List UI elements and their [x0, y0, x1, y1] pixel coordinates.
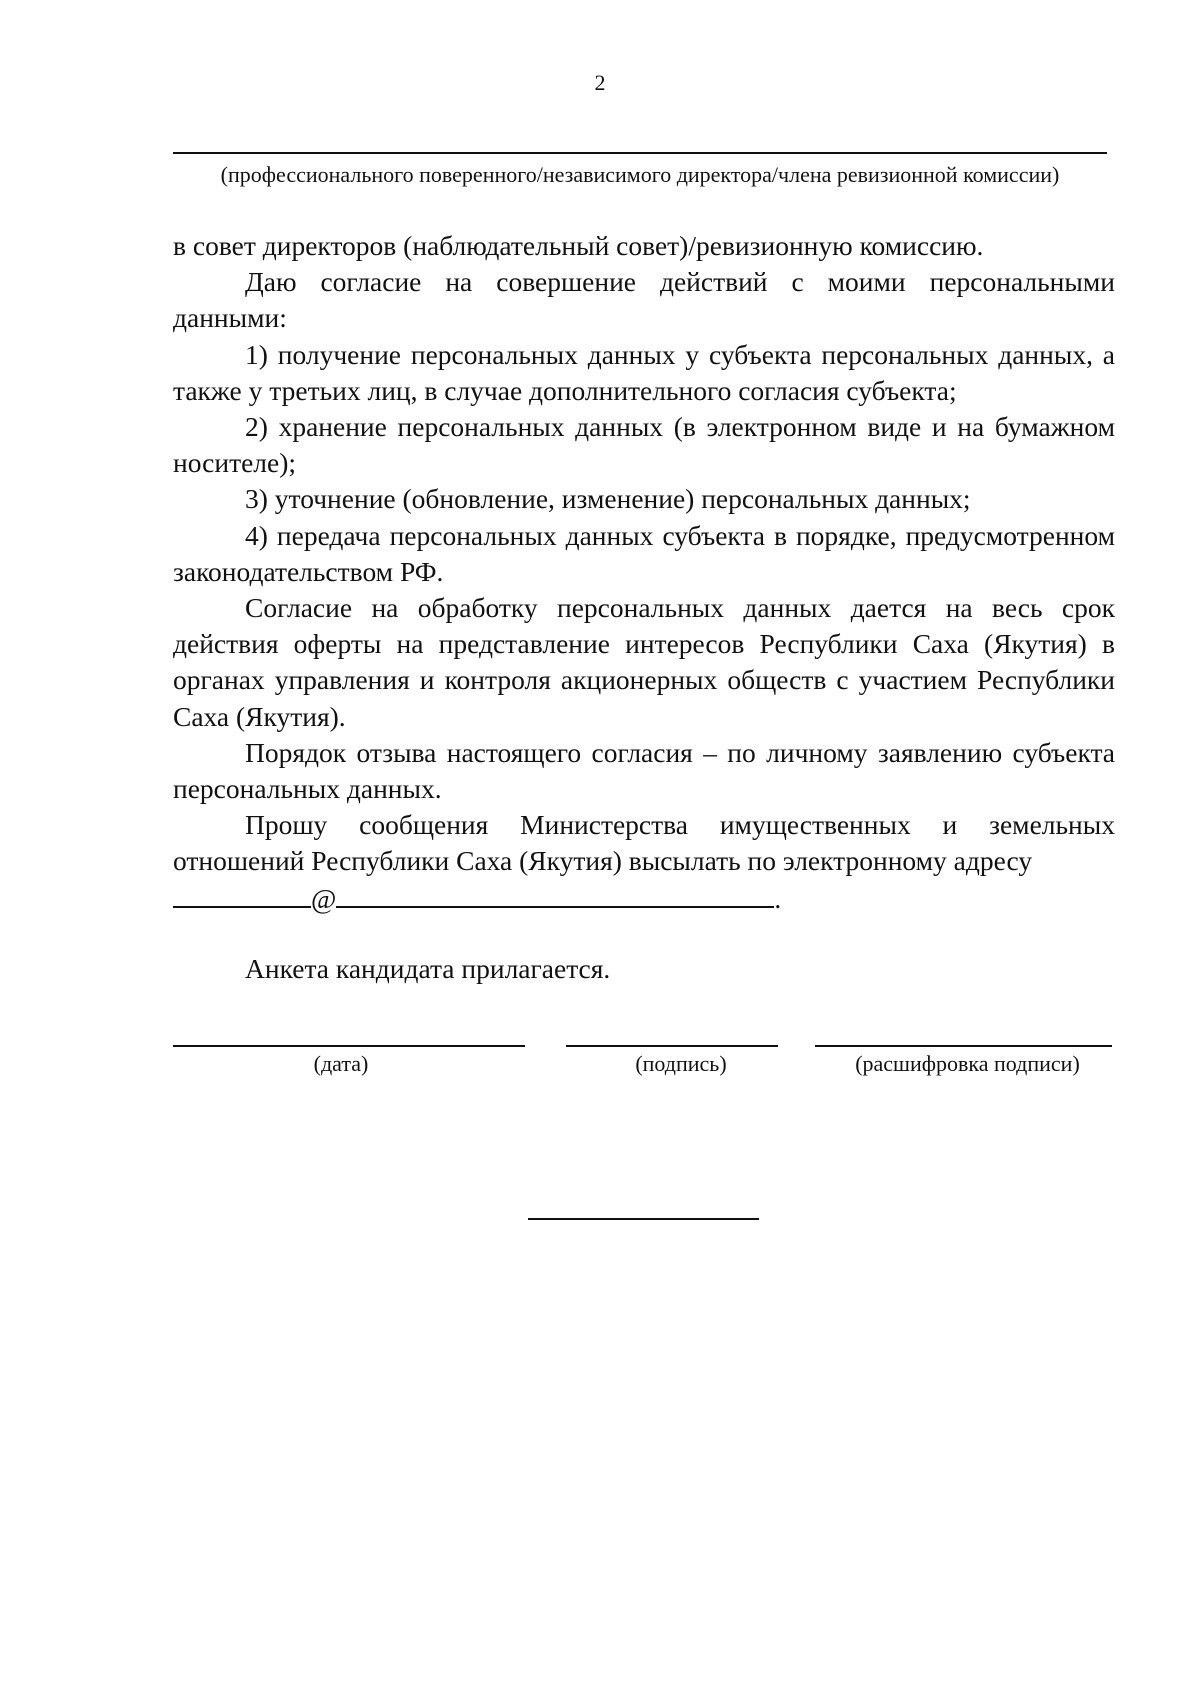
page-number: 2: [594, 70, 606, 95]
signature-caption: (подпись): [635, 1051, 727, 1076]
list-item-2: 2) хранение персональных данных (в электронном виде и на бумажном носителе);: [173, 411, 1115, 479]
paragraph-revocation: Порядок отзыва настоящего согласия – по личному заявлению субъекта персональных данных.: [173, 736, 1115, 805]
email-local-part-blank[interactable]: [173, 880, 311, 908]
list-item-1: 1) получение персональных данных у субъекта персональных данных, а также у третьих лиц, в случае дополнительного согласия субъекта;: [173, 338, 1115, 406]
consent-body: [173, 228, 1115, 917]
paragraph-email-request: Прошу сообщения Министерства имущественных и земельных отношений Республики Саха (Якутия) высылать по электронному адресу: [173, 809, 1115, 877]
paragraph-term: Согласие на обработку персональных данных дается на весь срок действия оферты на представление интересов Республики Саха (Якутия) в органах управления и контроля акционерных обществ с участием Республики Саха (Якутия).: [173, 592, 1115, 732]
email-domain-blank[interactable]: [336, 880, 774, 908]
email-at-sign: @: [311, 882, 337, 914]
email-period: .: [774, 882, 782, 914]
paragraph-consent: Даю согласие на совершение действий с моими персональными данными:: [173, 266, 1115, 334]
end-of-document-line: [528, 1218, 759, 1220]
signature-decoding-caption: (расшифровка подписи): [855, 1051, 1080, 1076]
date-line[interactable]: [173, 1045, 525, 1047]
paragraph-continuation: в совет директоров (наблюдательный совет)/ревизионную комиссию.: [173, 230, 984, 261]
top-fill-in-line: [173, 152, 1107, 154]
email-fill-in-row: [173, 880, 1115, 917]
attachment-note: Анкета кандидата прилагается.: [245, 953, 611, 984]
signature-line[interactable]: [566, 1045, 778, 1047]
list-item-4: 4) передача персональных данных субъекта в порядке, предусмотренном законодательством РФ.: [173, 519, 1115, 587]
list-item-3: 3) уточнение (обновление, изменение) персональных данных;: [245, 483, 971, 515]
signature-decoding-line[interactable]: [815, 1045, 1112, 1047]
date-caption: (дата): [313, 1051, 369, 1076]
top-fill-in-caption: (профессионального поверенного/независимого директора/члена ревизионной комиссии): [220, 162, 1060, 187]
